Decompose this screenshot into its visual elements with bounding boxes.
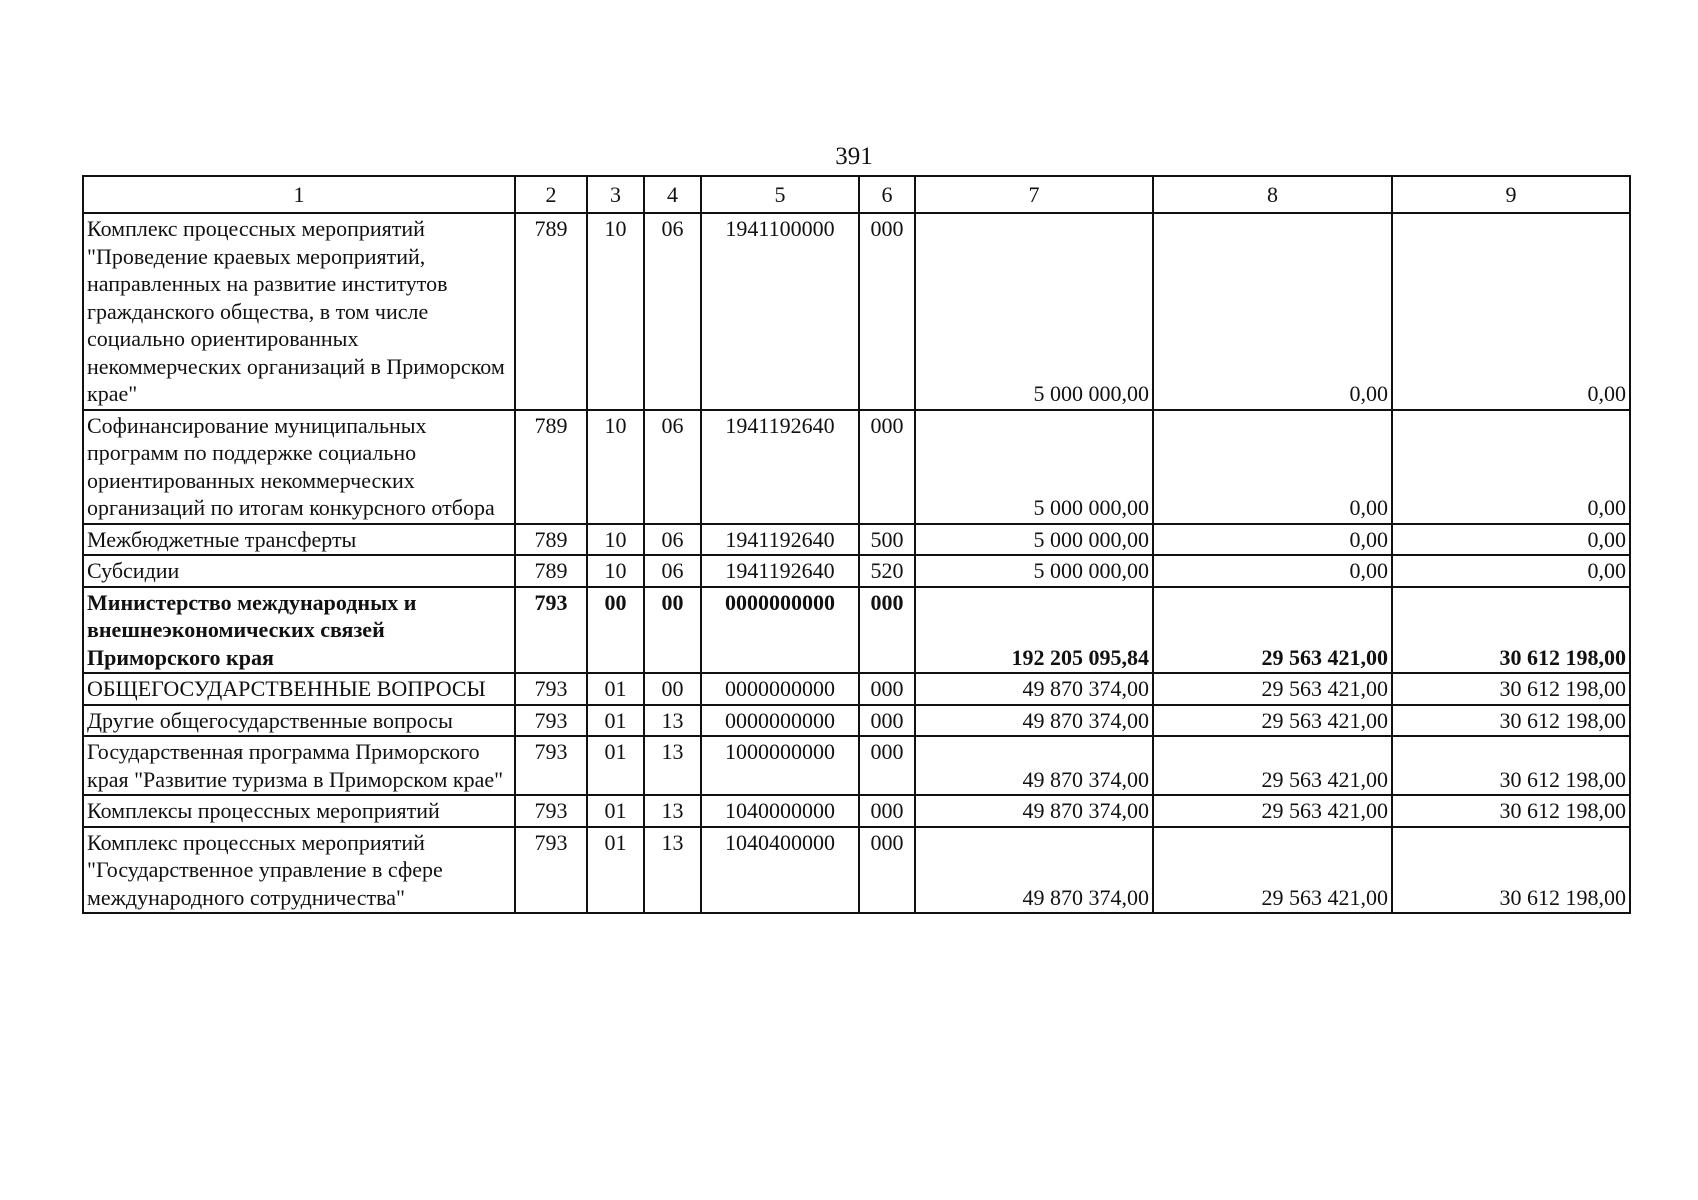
subsection-cell: 00 — [644, 673, 701, 705]
row-name-cell: Государственная программа Приморского края "Развитие туризма в Приморском крае" — [83, 736, 515, 795]
subsection-cell: 00 — [644, 587, 701, 674]
amount-col7-cell: 49 870 374,00 — [915, 827, 1153, 914]
amount-col9-cell: 0,00 — [1392, 555, 1630, 587]
expense-type-cell: 000 — [859, 673, 915, 705]
amount-col7-cell: 49 870 374,00 — [915, 736, 1153, 795]
section-cell: 10 — [587, 555, 644, 587]
code-cell: 793 — [515, 587, 587, 674]
code-cell: 793 — [515, 705, 587, 737]
subsection-cell: 13 — [644, 827, 701, 914]
amount-col7-cell: 5 000 000,00 — [915, 524, 1153, 556]
amount-col9-cell: 30 612 198,00 — [1392, 673, 1630, 705]
amount-col8-cell: 29 563 421,00 — [1153, 705, 1392, 737]
header-cell: 7 — [915, 176, 1153, 213]
amount-col8-cell: 0,00 — [1153, 410, 1392, 524]
row-name-cell: Министерство международных и внешнеэкономических связей Приморского края — [83, 587, 515, 674]
amount-col9-cell: 30 612 198,00 — [1392, 795, 1630, 827]
section-cell: 10 — [587, 213, 644, 410]
amount-col7-cell: 49 870 374,00 — [915, 673, 1153, 705]
amount-col9-cell: 0,00 — [1392, 213, 1630, 410]
row-name-cell: Другие общегосударственные вопросы — [83, 705, 515, 737]
table-row — [83, 410, 1630, 524]
code-cell: 789 — [515, 213, 587, 410]
amount-col8-cell: 29 563 421,00 — [1153, 587, 1392, 674]
amount-col8-cell: 29 563 421,00 — [1153, 673, 1392, 705]
amount-col9-cell: 30 612 198,00 — [1392, 587, 1630, 674]
code-cell: 789 — [515, 555, 587, 587]
header-cell: 3 — [587, 176, 644, 213]
expense-type-cell: 520 — [859, 555, 915, 587]
expense-type-cell: 000 — [859, 827, 915, 914]
amount-col8-cell: 0,00 — [1153, 524, 1392, 556]
amount-col7-cell: 49 870 374,00 — [915, 705, 1153, 737]
subsection-cell: 06 — [644, 410, 701, 524]
table-row — [83, 736, 1630, 795]
target-article-cell: 1941100000 — [701, 213, 859, 410]
section-cell: 01 — [587, 705, 644, 737]
row-name-cell: Софинансирование муниципальных программ по поддержке социально ориентированных некоммерческих организаций по итогам конкурсного отбора — [83, 410, 515, 524]
code-cell: 789 — [515, 524, 587, 556]
header-cell: 2 — [515, 176, 587, 213]
header-cell: 5 — [701, 176, 859, 213]
subsection-cell: 06 — [644, 213, 701, 410]
amount-col9-cell: 30 612 198,00 — [1392, 827, 1630, 914]
header-cell: 4 — [644, 176, 701, 213]
table-row — [83, 673, 1630, 705]
code-cell: 789 — [515, 410, 587, 524]
target-article-cell: 1941192640 — [701, 555, 859, 587]
row-name-cell: Комплекс процессных мероприятий "Проведение краевых мероприятий, направленных на развитие институтов гражданского общества, в том числе социально ориентированных некоммерческих организаций в Приморском крае" — [83, 213, 515, 410]
row-name-cell: Комплексы процессных мероприятий — [83, 795, 515, 827]
table-row — [83, 524, 1630, 556]
section-cell: 00 — [587, 587, 644, 674]
amount-col9-cell: 0,00 — [1392, 524, 1630, 556]
row-name-cell: ОБЩЕГОСУДАРСТВЕННЫЕ ВОПРОСЫ — [83, 673, 515, 705]
table-row — [83, 213, 1630, 410]
amount-col8-cell: 29 563 421,00 — [1153, 827, 1392, 914]
table-row — [83, 587, 1630, 674]
header-cell: 8 — [1153, 176, 1392, 213]
expense-type-cell: 000 — [859, 213, 915, 410]
section-cell: 01 — [587, 673, 644, 705]
header-cell: 9 — [1392, 176, 1630, 213]
expense-type-cell: 000 — [859, 736, 915, 795]
subsection-cell: 13 — [644, 736, 701, 795]
amount-col9-cell: 30 612 198,00 — [1392, 736, 1630, 795]
row-name-cell: Субсидии — [83, 555, 515, 587]
header-cell: 1 — [83, 176, 515, 213]
expense-type-cell: 000 — [859, 587, 915, 674]
table-row — [83, 705, 1630, 737]
budget-table — [82, 175, 1631, 914]
amount-col8-cell: 29 563 421,00 — [1153, 795, 1392, 827]
code-cell: 793 — [515, 827, 587, 914]
header-cell: 6 — [859, 176, 915, 213]
expense-type-cell: 000 — [859, 705, 915, 737]
table-header-row — [83, 176, 1630, 213]
subsection-cell: 06 — [644, 555, 701, 587]
expense-type-cell: 000 — [859, 410, 915, 524]
section-cell: 10 — [587, 524, 644, 556]
target-article-cell: 0000000000 — [701, 673, 859, 705]
table-row — [83, 555, 1630, 587]
code-cell: 793 — [515, 736, 587, 795]
amount-col8-cell: 0,00 — [1153, 555, 1392, 587]
amount-col9-cell: 30 612 198,00 — [1392, 705, 1630, 737]
amount-col7-cell: 5 000 000,00 — [915, 555, 1153, 587]
target-article-cell: 0000000000 — [701, 705, 859, 737]
amount-col7-cell: 5 000 000,00 — [915, 410, 1153, 524]
subsection-cell: 13 — [644, 705, 701, 737]
expense-type-cell: 000 — [859, 795, 915, 827]
section-cell: 01 — [587, 795, 644, 827]
section-cell: 10 — [587, 410, 644, 524]
target-article-cell: 1000000000 — [701, 736, 859, 795]
target-article-cell: 1040400000 — [701, 827, 859, 914]
table-row — [83, 827, 1630, 914]
section-cell: 01 — [587, 827, 644, 914]
target-article-cell: 1941192640 — [701, 524, 859, 556]
subsection-cell: 06 — [644, 524, 701, 556]
target-article-cell: 1941192640 — [701, 410, 859, 524]
row-name-cell: Комплекс процессных мероприятий "Государственное управление в сфере международного сотрудничества" — [83, 827, 515, 914]
target-article-cell: 1040000000 — [701, 795, 859, 827]
target-article-cell: 0000000000 — [701, 587, 859, 674]
section-cell: 01 — [587, 736, 644, 795]
code-cell: 793 — [515, 795, 587, 827]
code-cell: 793 — [515, 673, 587, 705]
amount-col9-cell: 0,00 — [1392, 410, 1630, 524]
amount-col8-cell: 0,00 — [1153, 213, 1392, 410]
amount-col7-cell: 49 870 374,00 — [915, 795, 1153, 827]
row-name-cell: Межбюджетные трансферты — [83, 524, 515, 556]
subsection-cell: 13 — [644, 795, 701, 827]
table-row — [83, 795, 1630, 827]
page-number: 391 — [835, 143, 873, 170]
amount-col7-cell: 192 205 095,84 — [915, 587, 1153, 674]
amount-col8-cell: 29 563 421,00 — [1153, 736, 1392, 795]
expense-type-cell: 500 — [859, 524, 915, 556]
amount-col7-cell: 5 000 000,00 — [915, 213, 1153, 410]
